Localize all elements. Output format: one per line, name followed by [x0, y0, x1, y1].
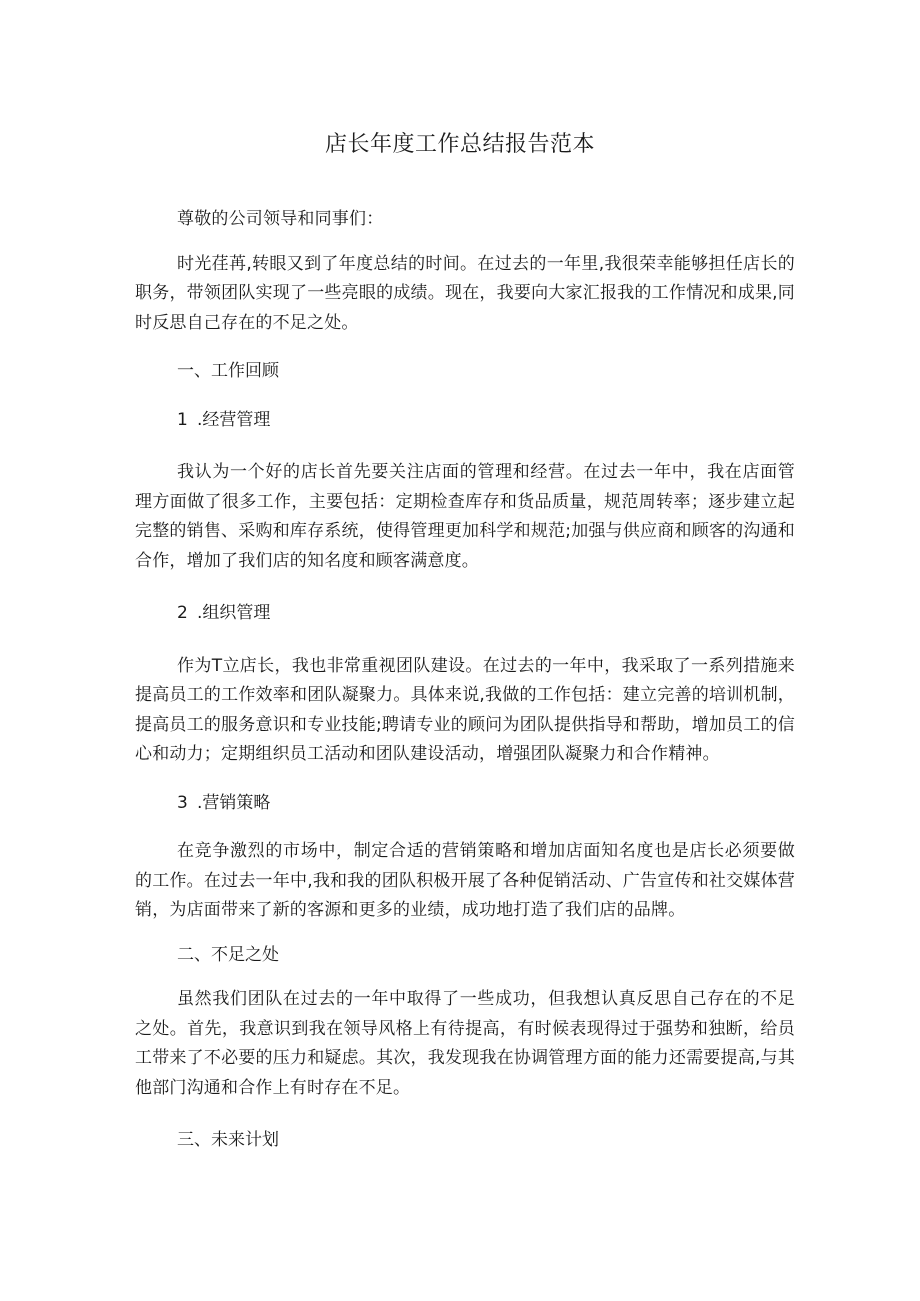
shortcomings-paragraph: 虽然我们团队在过去的一年中取得了一些成功，但我想认真反思自己存在的不足之处。首先，我意识到我在领导风格上有待提高，有时候表现得过于强势和独断，给员工带来了不必要的压力和疑虑。其次，我发现我在协调管理方面的能力还需要提高,与其他部门沟通和合作上有时存在不足。 [135, 989, 795, 1098]
intro-paragraph: 时光荏苒,转眼又到了年度总结的时间。在过去的一年里,我很荣幸能够担任店长的职务，带领团队实现了一些亮眼的成绩。现在，我要向大家汇报我的工作情况和成果,同时反思自己存在的不足之处。 [135, 253, 795, 333]
organization-paragraph: 作为T立店长，我也非常重视团队建设。在过去的一年中，我采取了一系列措施来提高员工的工作效率和团队凝聚力。具体来说,我做的工作包括：建立完善的培训机制，提高员工的服务意识和专业技能;聘请专业的顾问为团队提供指导和帮助，增加员工的信心和动力；定期组织员工活动和团队建设活动，增强团队凝聚力和合作精神。 [135, 655, 795, 764]
subsection-title: .经营管理 [197, 409, 271, 430]
subsection-number: 3 [177, 792, 188, 813]
subsection-heading-marketing [135, 789, 795, 819]
subsection-number: 1 [177, 409, 188, 430]
subsection-heading-operations [135, 406, 795, 436]
salutation: 尊敬的公司领导和同事们： [177, 209, 384, 229]
section-heading-future-plans: 三、未来计划 [177, 1130, 279, 1150]
section-heading-shortcomings: 二、不足之处 [177, 944, 279, 965]
marketing-paragraph: 在竞争激烈的市场中，制定合适的营销策略和增加店面知名度也是店长必须要做的工作。在过去一年中,我和我的团队积极开展了各种促销活动、广告宣传和社交媒体营销，为店面带来了新的客源和更多的业绩，成功地打造了我们店的品牌。 [135, 841, 795, 920]
subsection-heading-organization [135, 599, 795, 629]
document-body [135, 205, 795, 1156]
section-heading-work-review: 一、工作回顾 [177, 361, 279, 381]
subsection-number: 2 [177, 603, 188, 623]
subsection-title: .组织管理 [197, 603, 271, 623]
subsection-title: .营销策略 [197, 792, 271, 813]
document-title: 店长年度工作总结报告范本 [324, 132, 595, 157]
operations-paragraph: 我认为一个好的店长首先要关注店面的管理和经营。在过去一年中，我在店面管理方面做了很多工作，主要包括：定期检查库存和货品质量，规范周转率；逐步建立起完整的销售、采购和库存系统，使得管理更加科学和规范;加强与供应商和顾客的沟通和合作，增加了我们店的知名度和顾客满意度。 [135, 462, 795, 571]
